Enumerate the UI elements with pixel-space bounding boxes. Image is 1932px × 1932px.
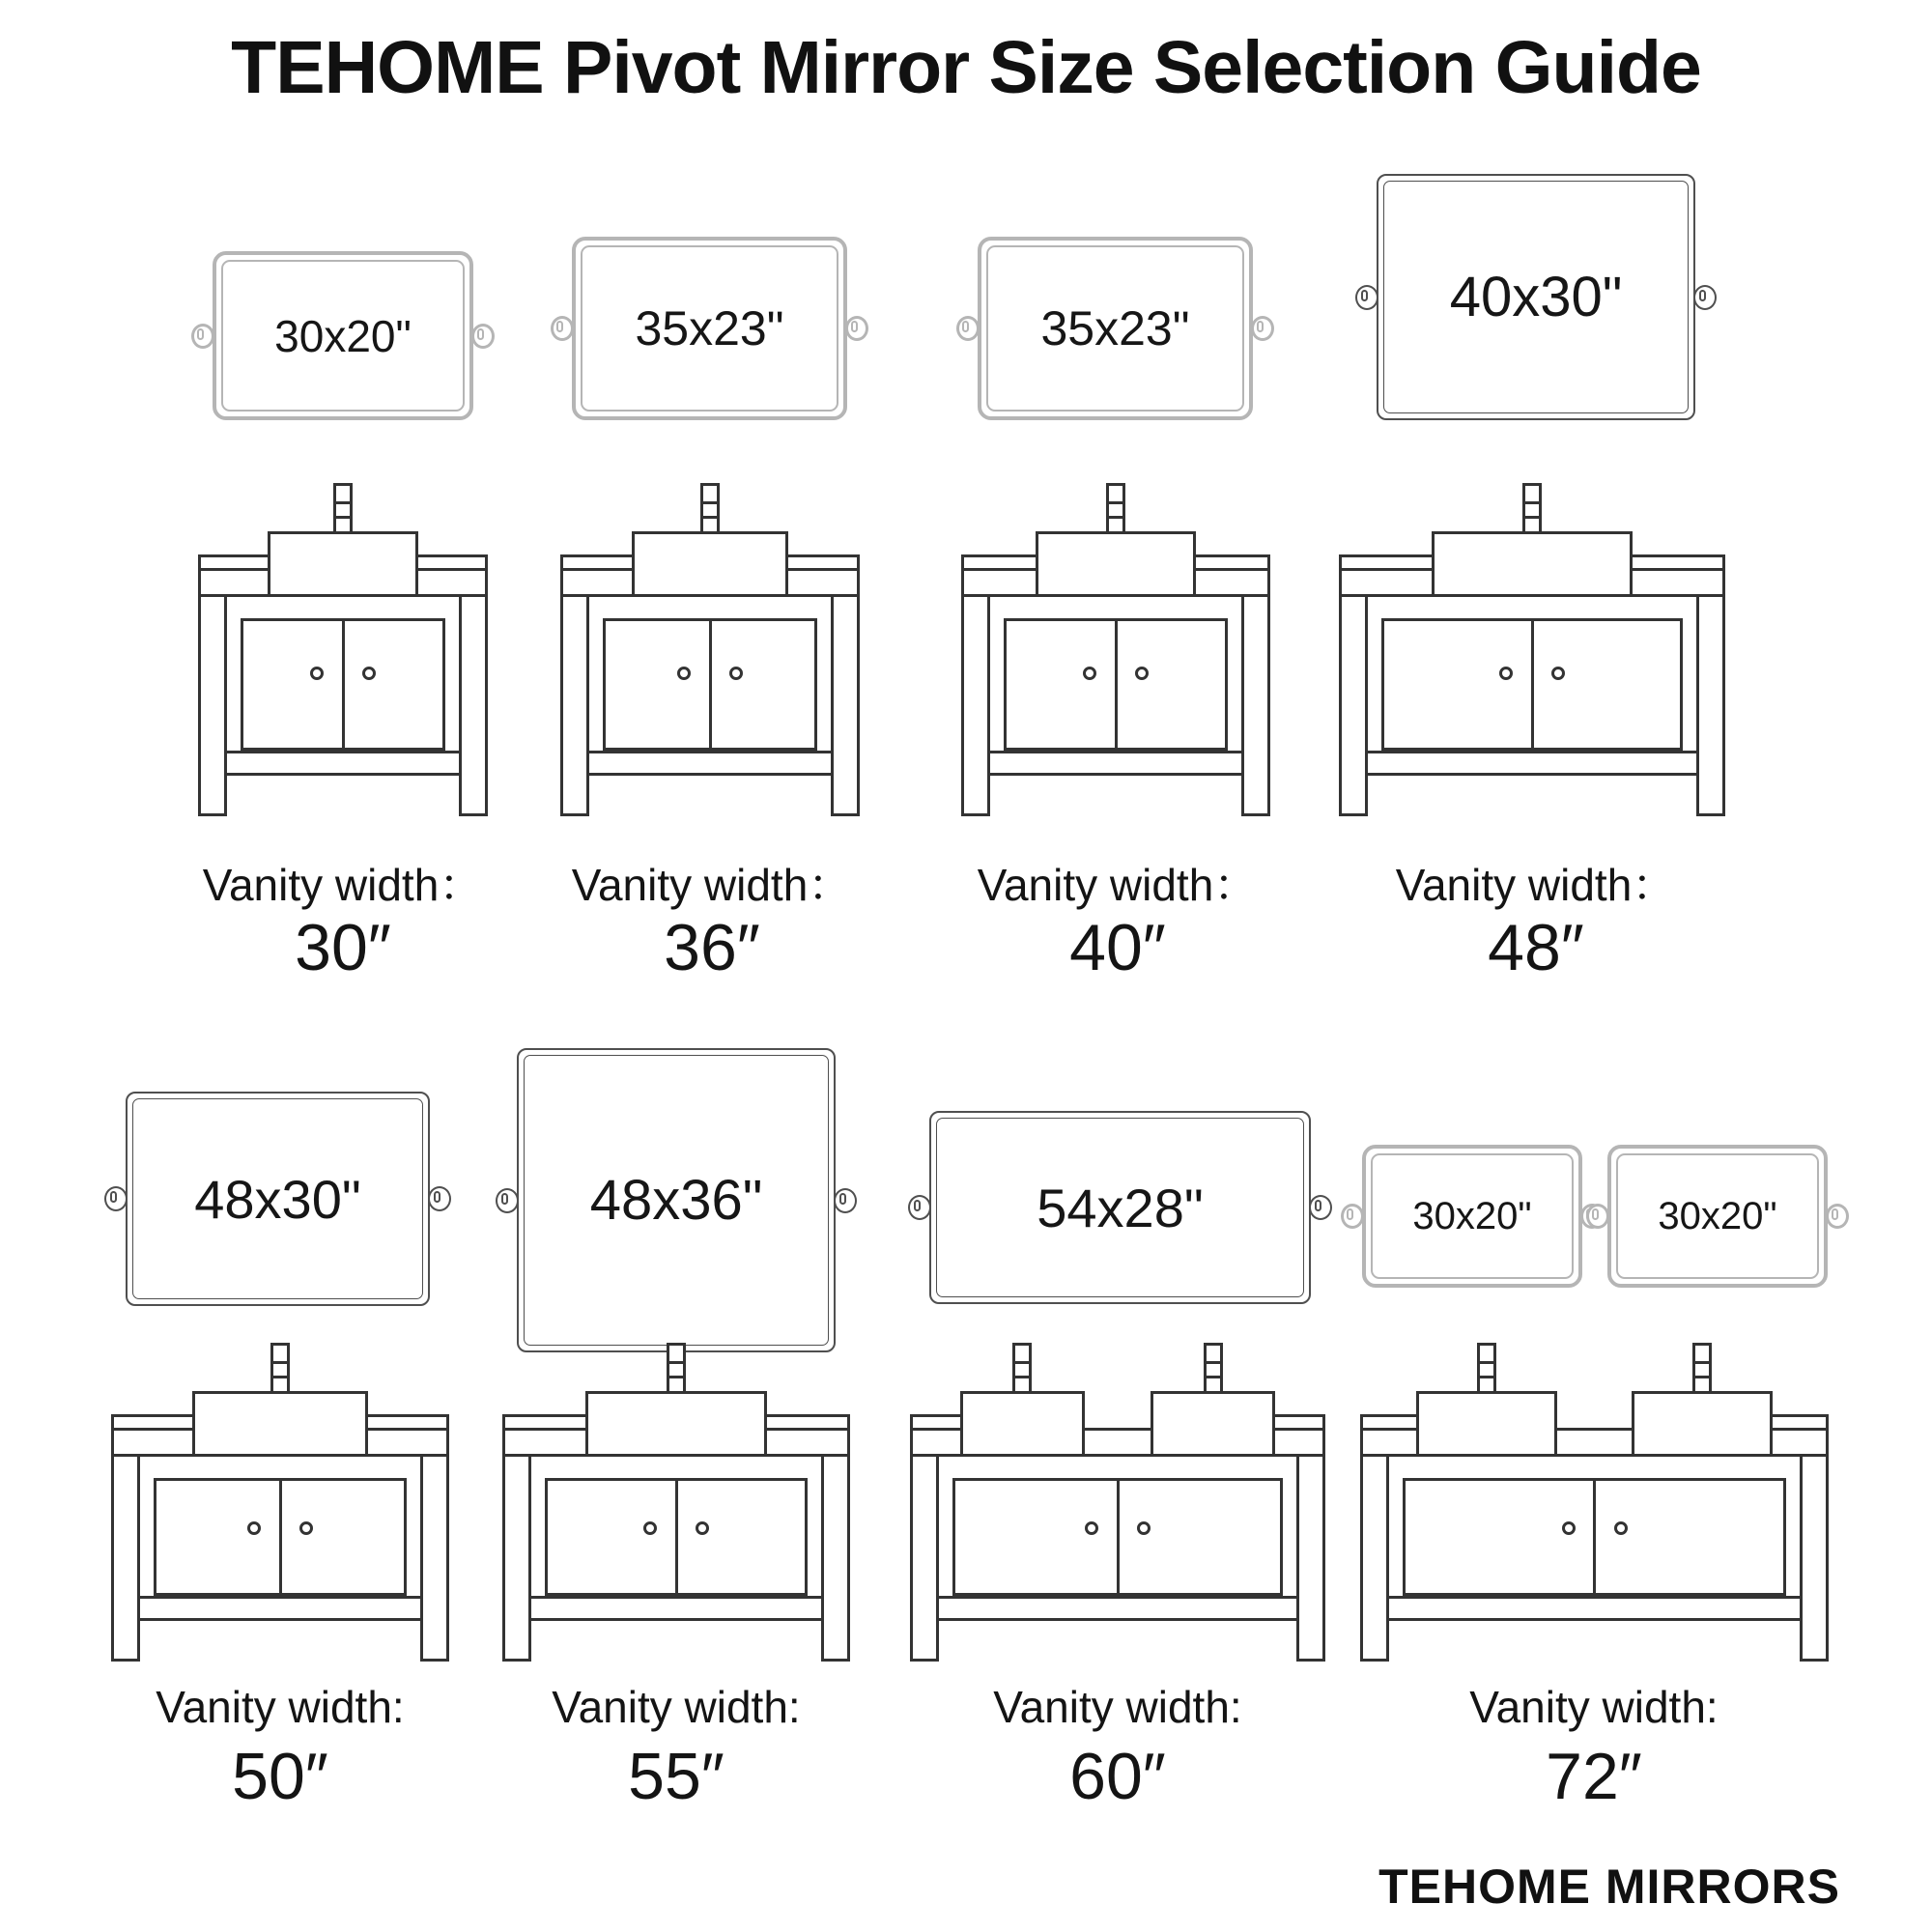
mirror-35x23 — [978, 237, 1253, 420]
pivot-bracket-icon — [1341, 1204, 1364, 1229]
vanity-leg — [821, 1454, 850, 1662]
vanity-width-label: Vanity width: — [156, 1682, 405, 1732]
vanity-leg — [1296, 1454, 1325, 1662]
pivot-bracket-icon — [428, 1186, 451, 1211]
door-knob — [1562, 1521, 1576, 1535]
vanity-single-30 — [198, 483, 488, 816]
pivot-bracket-icon — [1826, 1204, 1849, 1229]
vanity-single-50 — [111, 1343, 449, 1662]
sink — [1432, 531, 1633, 597]
countertop-edge — [1191, 554, 1270, 571]
countertop-edge — [502, 1414, 591, 1431]
door-knob — [729, 667, 743, 680]
cabinet-doors — [1004, 618, 1228, 751]
mirror-size-label: 30x20" — [1658, 1194, 1777, 1237]
vanity-leg — [910, 1454, 939, 1662]
mirror-size-label: 35x23" — [1040, 301, 1190, 355]
door-knob — [1614, 1521, 1628, 1535]
countertop-edge — [1269, 1414, 1325, 1431]
door-knob — [1551, 667, 1565, 680]
mirror-size-label: 30x20" — [1412, 1194, 1532, 1237]
door-knob — [677, 667, 691, 680]
countertop-edge — [560, 554, 637, 571]
vanity-leg — [1360, 1454, 1389, 1662]
pivot-bracket-icon — [845, 316, 868, 341]
page-title: TEHOME Pivot Mirror Size Selection Guide — [231, 26, 1701, 109]
door-knob — [1135, 667, 1149, 680]
countertop-edge — [1627, 554, 1725, 571]
sink — [1151, 1391, 1275, 1457]
mirror-48x30 — [126, 1092, 430, 1306]
vanity-width-label: Vanity width： — [571, 860, 853, 910]
mirror-30x20 — [213, 251, 473, 420]
sink — [1416, 1391, 1557, 1457]
vanity-leg — [831, 594, 860, 816]
mirror-54x28 — [929, 1111, 1311, 1304]
bottom-rail — [1385, 1596, 1804, 1621]
pivot-bracket-icon — [1586, 1204, 1609, 1229]
door-knob — [1083, 667, 1096, 680]
door-knob — [362, 667, 376, 680]
cabinet-doors — [1381, 618, 1683, 751]
pivot-bracket-icon — [1309, 1195, 1332, 1220]
vanity-leg — [502, 1454, 531, 1662]
mirror-35x23 — [572, 237, 847, 420]
vanity-single-55 — [502, 1343, 850, 1662]
vanity-width-value: 48″ — [1488, 911, 1584, 984]
door-knob — [310, 667, 324, 680]
door-knob — [299, 1521, 313, 1535]
pivot-bracket-icon — [1251, 316, 1274, 341]
vanity-width-label: Vanity width: — [552, 1682, 801, 1732]
vanity-width-label: Vanity width： — [202, 860, 484, 910]
vanity-leg — [1800, 1454, 1829, 1662]
mirror-40x30 — [1377, 174, 1695, 420]
pivot-bracket-icon — [956, 316, 980, 341]
pivot-bracket-icon — [1355, 285, 1378, 310]
vanity-width-value: 40″ — [1069, 911, 1166, 984]
vanity-leg — [111, 1454, 140, 1662]
bottom-rail — [585, 751, 835, 776]
mirror-size-label: 54x28" — [1037, 1177, 1204, 1238]
pivot-bracket-icon — [471, 324, 495, 349]
mirror-30x20-right — [1607, 1145, 1828, 1288]
countertop-edge — [111, 1414, 197, 1431]
vanity-double-72 — [1360, 1343, 1829, 1662]
countertop-edge — [1339, 554, 1437, 571]
mirror-size-label: 35x23" — [635, 301, 784, 355]
sink — [1632, 1391, 1773, 1457]
vanity-width-value: 36″ — [664, 911, 760, 984]
brand-footer: TEHOME MIRRORS — [1378, 1860, 1840, 1914]
vanity-width-value: 72″ — [1546, 1740, 1642, 1813]
pivot-bracket-icon — [1693, 285, 1717, 310]
countertop-edge — [1766, 1414, 1829, 1431]
sink — [268, 531, 418, 597]
countertop-edge — [198, 554, 272, 571]
vanity-leg — [961, 594, 990, 816]
pivot-bracket-icon — [908, 1195, 931, 1220]
sink — [585, 1391, 766, 1457]
pivot-bracket-icon — [834, 1188, 857, 1213]
vanity-width-label: Vanity width： — [977, 860, 1259, 910]
cabinet-doors — [545, 1478, 808, 1596]
countertop-edge — [1360, 1414, 1423, 1431]
vanity-single-36 — [560, 483, 860, 816]
cabinet-doors — [952, 1478, 1283, 1596]
vanity-width-value: 30″ — [295, 911, 391, 984]
bottom-rail — [223, 751, 463, 776]
mirror-30x20-left — [1362, 1145, 1582, 1288]
door-knob — [1137, 1521, 1151, 1535]
vanity-leg — [459, 594, 488, 816]
vanity-double-60 — [910, 1343, 1325, 1662]
door-knob — [696, 1521, 709, 1535]
cabinet-doors — [603, 618, 817, 751]
vanity-width-label: Vanity width： — [1395, 860, 1677, 910]
vanity-leg — [198, 594, 227, 816]
door-knob — [1085, 1521, 1098, 1535]
vanity-width-value: 60″ — [1069, 1740, 1166, 1813]
bottom-rail — [986, 751, 1245, 776]
sink — [192, 1391, 368, 1457]
vanity-width-label: Vanity width: — [993, 1682, 1242, 1732]
pivot-bracket-icon — [191, 324, 214, 349]
cabinet-doors — [1403, 1478, 1786, 1596]
mirror-48x36 — [517, 1048, 836, 1352]
vanity-leg — [560, 594, 589, 816]
vanity-single-40 — [961, 483, 1270, 816]
vanity-leg — [420, 1454, 449, 1662]
cabinet-doors — [241, 618, 445, 751]
bottom-rail — [136, 1596, 424, 1621]
bottom-rail — [935, 1596, 1300, 1621]
vanity-leg — [1696, 594, 1725, 816]
vanity-single-48 — [1339, 483, 1725, 816]
door-knob — [643, 1521, 657, 1535]
vanity-leg — [1241, 594, 1270, 816]
mirror-size-label: 48x36" — [589, 1169, 763, 1232]
pivot-bracket-icon — [551, 316, 574, 341]
countertop-edge — [961, 554, 1040, 571]
vanity-width-value: 50″ — [232, 1740, 328, 1813]
vanity-leg — [1339, 594, 1368, 816]
sink — [632, 531, 787, 597]
countertop-edge — [910, 1414, 966, 1431]
bottom-rail — [527, 1596, 825, 1621]
countertop-edge — [363, 1414, 449, 1431]
door-knob — [247, 1521, 261, 1535]
vanity-width-value: 55″ — [628, 1740, 724, 1813]
sink — [1036, 531, 1196, 597]
mirror-size-label: 48x30" — [194, 1168, 361, 1230]
mirror-size-label: 30x20" — [274, 310, 412, 361]
door-knob — [1499, 667, 1513, 680]
sink — [960, 1391, 1085, 1457]
countertop-edge — [783, 554, 860, 571]
bottom-rail — [1364, 751, 1700, 776]
countertop-edge — [761, 1414, 850, 1431]
countertop-edge — [414, 554, 489, 571]
cabinet-doors — [154, 1478, 407, 1596]
pivot-bracket-icon — [104, 1186, 128, 1211]
mirror-size-label: 40x30" — [1449, 266, 1623, 328]
vanity-width-label: Vanity width: — [1469, 1682, 1719, 1732]
pivot-bracket-icon — [496, 1188, 519, 1213]
